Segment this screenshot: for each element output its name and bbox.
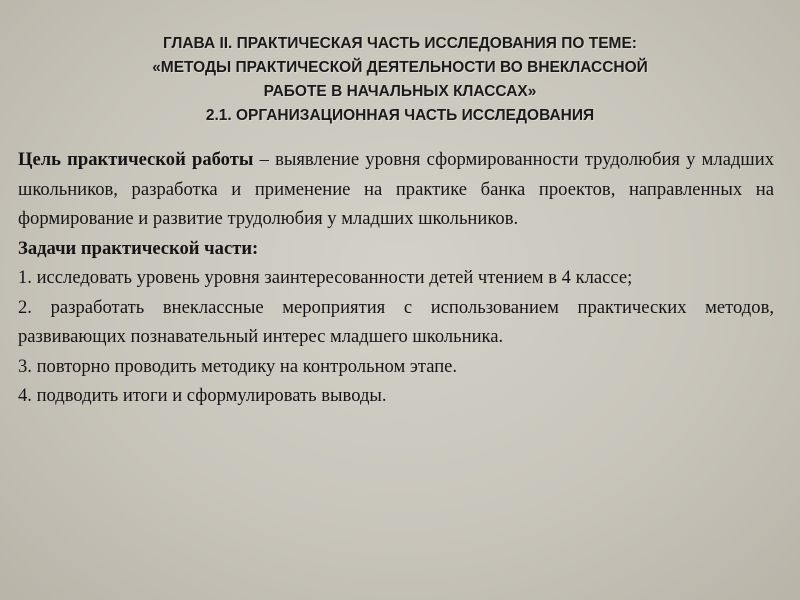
task-item-2: 2. разработать внеклассные мероприятия с использованием практических методов, развивающих познавательный интерес младшего школьника. [18, 296, 774, 347]
goal-paragraph [18, 145, 774, 234]
tasks-heading: Задачи практической части: [18, 237, 259, 259]
title-line-topic-1: «МЕТОДЫ ПРАКТИЧЕСКОЙ ДЕЯТЕЛЬНОСТИ ВО ВНЕКЛАССНОЙ [152, 59, 648, 76]
task-item-1: 1. исследовать уровень уровня заинтересованности детей чтением в 4 классе; [18, 267, 633, 288]
slide-title [30, 32, 770, 128]
title-line-section: 2.1. ОРГАНИЗАЦИОННАЯ ЧАСТЬ ИССЛЕДОВАНИЯ [205, 107, 595, 124]
slide-body [18, 145, 774, 411]
task-item-3: 3. повторно проводить методику на контрольном этапе. [18, 355, 458, 377]
goal-lead: Цель практической работы [18, 149, 254, 170]
title-line-chapter: ГЛАВА II. ПРАКТИЧЕСКАЯ ЧАСТЬ ИССЛЕДОВАНИЯ ПО ТЕМЕ: [163, 35, 637, 52]
goal-text: – выявление уровня сформированности трудолюбия у младших школьников, разработка и применение на практике банка проектов, направленных на формирование и развитие трудолюбия у младших школьников. [18, 149, 774, 229]
title-line-topic-2: РАБОТЕ В НАЧАЛЬНЫХ КЛАССАХ» [263, 83, 537, 100]
task-item-4: 4. подводить итоги и сформулировать выводы. [18, 385, 387, 406]
